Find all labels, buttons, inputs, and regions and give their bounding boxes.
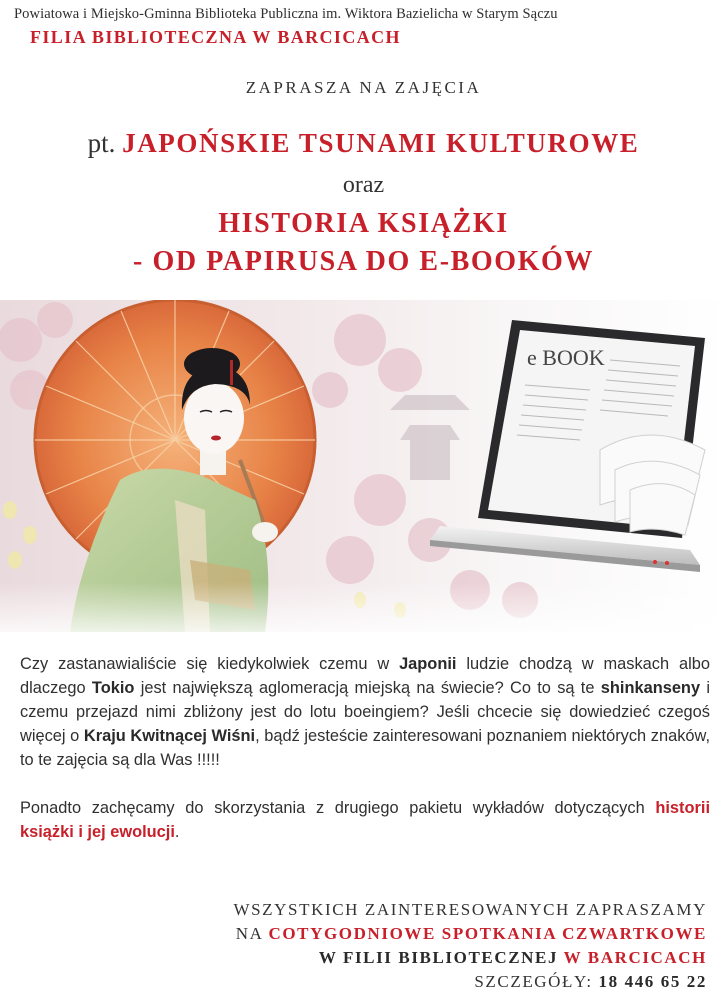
phone-number: 18 446 65 22 — [598, 972, 707, 991]
paragraph-books: Ponadto zachęcamy do skorzystania z drugiego pakietu wykładów dotyczących historii książki i jej ewolucji. — [20, 799, 710, 841]
library-name: Powiatowa i Miejsko-Gminna Biblioteka Publiczna im. Wiktora Bazielicha w Starym Sączu — [14, 6, 558, 22]
invite-text: ZAPRASZA NA ZAJĘCIA — [245, 78, 482, 97]
footer-contact: SZCZEGÓŁY: 18 446 65 22 — [474, 972, 707, 991]
geisha-ebook-illustration — [0, 300, 727, 632]
title-prefix: pt. — [87, 128, 116, 158]
connector-word: oraz — [342, 172, 385, 198]
footer-line2: NA COTYGODNIOWE SPOTKANIA CZWARTKOWE — [235, 924, 707, 943]
title-book-line2: - OD PAPIRUSA DO E-BOOKÓW — [132, 246, 595, 277]
footer-line1: WSZYSTKICH ZAINTERESOWANYCH ZAPRASZAMY — [233, 900, 707, 919]
title-japan-main: JAPOŃSKIE TSUNAMI KULTUROWE — [122, 128, 640, 158]
title-book-history — [0, 205, 727, 281]
title-japan — [0, 128, 727, 159]
footer-line3: W FILII BIBLIOTECZNEJ W BARCICACH — [318, 948, 707, 967]
title-book-line1: HISTORIA KSIĄŻKI — [218, 208, 509, 239]
footer-invitation — [27, 898, 707, 994]
description-text — [20, 652, 710, 844]
branch-name: FILIA BIBLIOTECZNA W BARCICACH — [30, 27, 401, 47]
paragraph-japan: Czy zastanawialiście się kiedykolwiek czemu w Japonii ludzie chodzą w maskach albo dlaczego Tokio jest największą aglomeracją miejską na świecie? Co to są te shinkanseny i czemu przejazd nimi zbliżony jest do lotu boeingiem? Jeśli chcecie się dowiedzieć czegoś więcej o Kraju Kwitnącej Wiśni, bądź jesteście zainteresowani poznaniem niektórych znaków, to te zajęcia są dla Was !!!!! — [20, 655, 710, 769]
